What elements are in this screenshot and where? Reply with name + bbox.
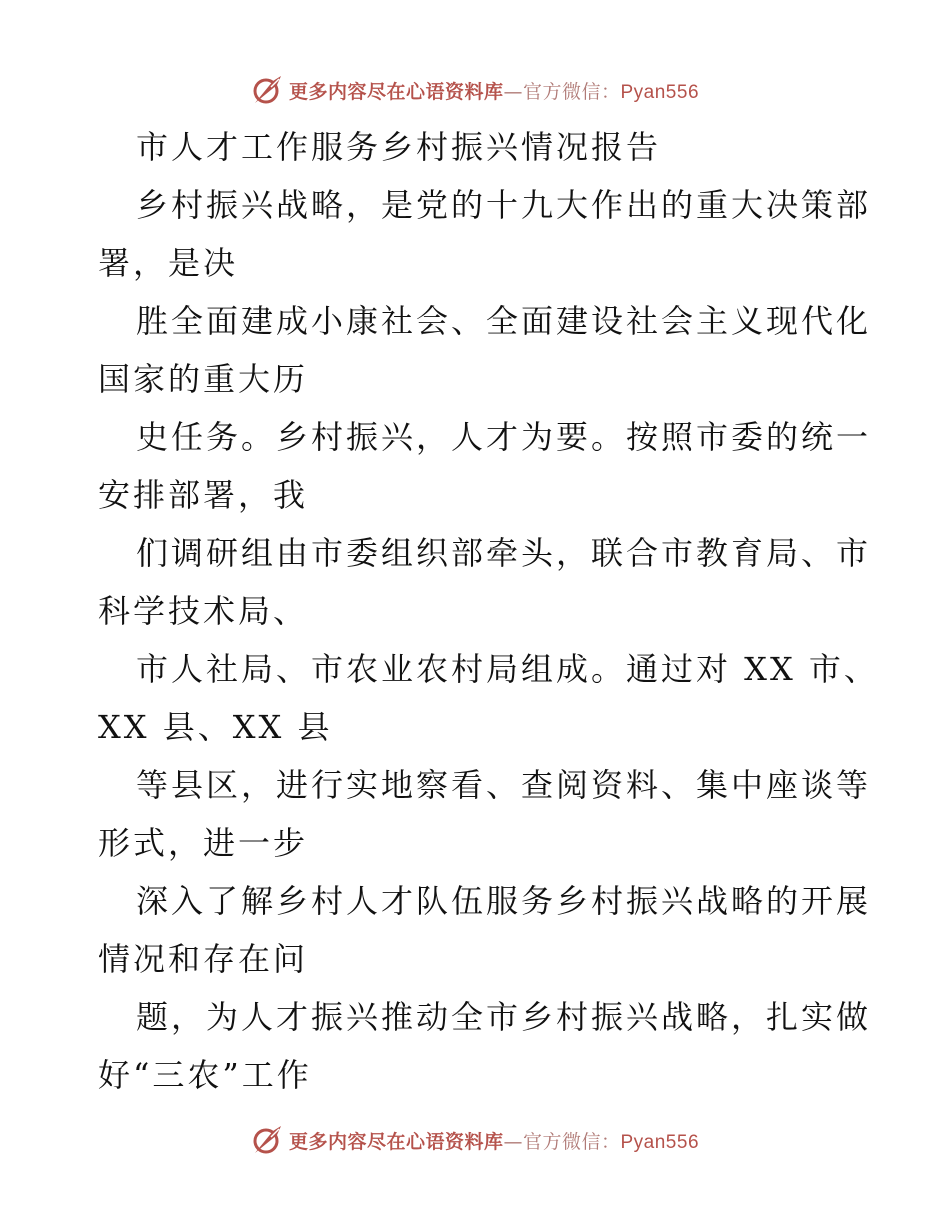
text-line: 乡村振兴战略，是党的十九大作出的重大决策部 [136,186,872,224]
quill-logo-icon [251,73,285,107]
header-watermark [0,70,950,110]
text-line: 好“三农”工作 [98,1056,312,1094]
watermark-text [289,77,699,104]
watermark-brand: 更多内容尽在心语资料库 [288,80,504,103]
watermark-wechat-label: 官方微信： [522,1130,621,1153]
watermark-separator: — [503,80,523,103]
text-line: 深入了解乡村人才队伍服务乡村振兴战略的开展 [136,882,872,920]
watermark-wechat-id: Pyan556 [620,1131,700,1153]
document-title: 市人才工作服务乡村振兴情况报告 [136,128,662,166]
quill-logo-icon [251,1123,285,1157]
text-line: XX 县、XX 县 [98,708,333,746]
text-line: 们调研组由市委组织部牵头，联合市教育局、市 [136,534,872,572]
watermark-separator: — [503,1130,523,1153]
text-line: 形式，进一步 [98,824,309,862]
text-line: 胜全面建成小康社会、全面建设社会主义现代化 [136,302,872,340]
watermark-text [289,1127,699,1154]
text-line: 署，是决 [98,244,239,282]
text-line: 史任务。乡村振兴，人才为要。按照市委的统一 [136,418,872,456]
text-line: 等县区，进行实地察看、查阅资料、集中座谈等 [136,766,872,804]
text-line: 市人社局、市农业农村局组成。通过对 XX 市、 [136,650,879,688]
text-line: 科学技术局、 [98,592,309,630]
watermark-wechat-id: Pyan556 [620,81,700,103]
text-line: 国家的重大历 [98,360,309,398]
text-line: 情况和存在问 [98,940,309,978]
watermark-wechat-label: 官方微信： [522,80,621,103]
text-line: 题，为人才振兴推动全市乡村振兴战略，扎实做 [136,998,872,1036]
footer-watermark [0,1120,950,1160]
watermark-brand: 更多内容尽在心语资料库 [288,1130,504,1153]
document-body [98,118,879,1104]
text-line: 安排部署，我 [98,476,309,514]
